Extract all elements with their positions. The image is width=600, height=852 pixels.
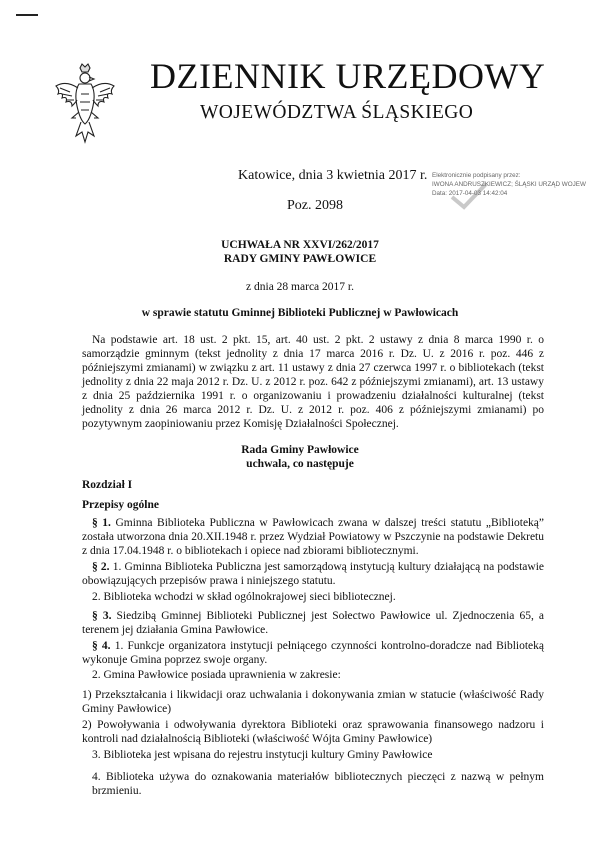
gazette-title: DZIENNIK URZĘDOWY bbox=[150, 56, 546, 96]
gazette-subtitle: WOJEWÓDZTWA ŚLĄSKIEGO bbox=[200, 102, 474, 123]
act-date: z dnia 28 marca 2017 r. bbox=[246, 281, 354, 293]
act-title: UCHWAŁA NR XXVI/262/2017 bbox=[221, 239, 379, 251]
preamble: Na podstawie art. 18 ust. 2 pkt. 15, art. 40 ust. 2 pkt. 2 ustawy z dnia 8 marca 1990 r. o samorządzie gminnym (tekst jednolity z dnia 17 marca 2016 r. Dz. U. z 2016 r. poz. 446 z późniejszymi zmianami) w związku z art. 11 ustawy z dnia 27 czerwca 1997 r. o bibliotekach (tekst jednolity z dnia 22 maja 2012 r. Dz. U. z 2012 r. poz. 642 z późniejszymi zmianami), art. 13 ustawy z dnia 25 października 1991 r. o organizowaniu i prowadzeniu działalności kulturalnej (tekst jednolity z dnia 26 marca 2012 r. Dz. U. z 2012 r. poz. 406 z późniejszymi zmianami) po pozytywnym zaopiniowaniu przez Komisję Działalności Społecznej. bbox=[82, 334, 544, 430]
paragraph-4-point-2: 2. Gmina Pawłowice posiada uprawnienia w zakresie: bbox=[92, 669, 341, 681]
list-item-1: 1) Przekształcania i likwidacji oraz uchwalania i dokonywania zmian w statucie (właściwość Rady Gminy Pawłowice) bbox=[82, 689, 544, 715]
paragraph-4-point-4: 4. Biblioteka używa do oznakowania materiałów bibliotecznych pieczęci z nazwą w pełnym brzmieniu. bbox=[92, 771, 544, 797]
paragraph-1 bbox=[82, 516, 544, 558]
signature-line-2: IWONA ANDRUSZKIEWICZ; ŚLĄSKI URZĄD WOJEW bbox=[432, 181, 586, 188]
paragraph-text: 1. Gminna Biblioteka Publiczna jest samorządową instytucją kultury działającą na podstawie obowiązujących przepisów prawa i niniejszego statutu. bbox=[82, 561, 545, 587]
act-subject: w sprawie statutu Gminnej Biblioteki Publicznej w Pawłowicach bbox=[141, 307, 459, 319]
resolution-clause: uchwala, co następuje bbox=[246, 458, 354, 470]
signature-line-1: Elektronicznie podpisany przez: bbox=[432, 172, 521, 179]
paragraph-text: Siedzibą Gminnej Biblioteki Publicznej jest Sołectwo Pawłowice ul. Zjednoczenia 65, a terenem jej działania Gmina Pawłowice. bbox=[82, 610, 545, 636]
corner-mark bbox=[16, 14, 38, 16]
electronic-signature bbox=[432, 171, 600, 198]
paragraph-3 bbox=[82, 609, 544, 637]
paragraph-text: 1. Funkcje organizatora instytucji pełniącego czynności kontrolno-doradcze nad Biblioteką wykonuje Gmina poprzez swoje organy. bbox=[82, 640, 544, 666]
section-mark: § 2. bbox=[92, 561, 110, 573]
chapter-number: Rozdział I bbox=[82, 479, 133, 491]
act-issuer: RADY GMINY PAWŁOWICE bbox=[223, 253, 377, 265]
publication-place-date: Katowice, dnia 3 kwietnia 2017 r. bbox=[238, 168, 428, 183]
section-mark: § 4. bbox=[92, 640, 111, 652]
paragraph-2-point-2: 2. Biblioteka wchodzi w skład ogólnokrajowej sieci bibliotecznej. bbox=[92, 591, 396, 603]
paragraph-4-point-3: 3. Biblioteka jest wpisana do rejestru instytucji kultury Gminy Pawłowice bbox=[92, 749, 433, 761]
paragraph-4 bbox=[82, 639, 544, 667]
signature-line-3: Data: 2017-04-03 14:42:04 bbox=[432, 190, 508, 197]
list-item-2: 2) Powoływania i odwoływania dyrektora Biblioteki oraz sprawowania finansowego nadzoru i kontroli nad działalnością Biblioteki (właściwość Wójta Gminy Pawłowice) bbox=[82, 719, 544, 745]
eagle-emblem-icon bbox=[52, 62, 118, 146]
council-name: Rada Gminy Pawłowice bbox=[241, 444, 359, 456]
position-number: Poz. 2098 bbox=[287, 198, 343, 213]
paragraph-text: Gminna Biblioteka Publiczna w Pawłowicach zwana w dalszej treści statutu „Biblioteką” została utworzona dnia 20.XII.1948 r. przez Wydział Powiatowy w Pszczynie na podstawie Dekretu z dnia 17.04.1948 r. o bibliotekach i opiece nad zbiorami bibliotecznymi. bbox=[82, 517, 545, 557]
chapter-title: Przepisy ogólne bbox=[82, 499, 159, 511]
section-mark: § 1. bbox=[92, 517, 111, 529]
paragraph-2 bbox=[82, 560, 544, 588]
section-mark: § 3. bbox=[92, 610, 112, 622]
